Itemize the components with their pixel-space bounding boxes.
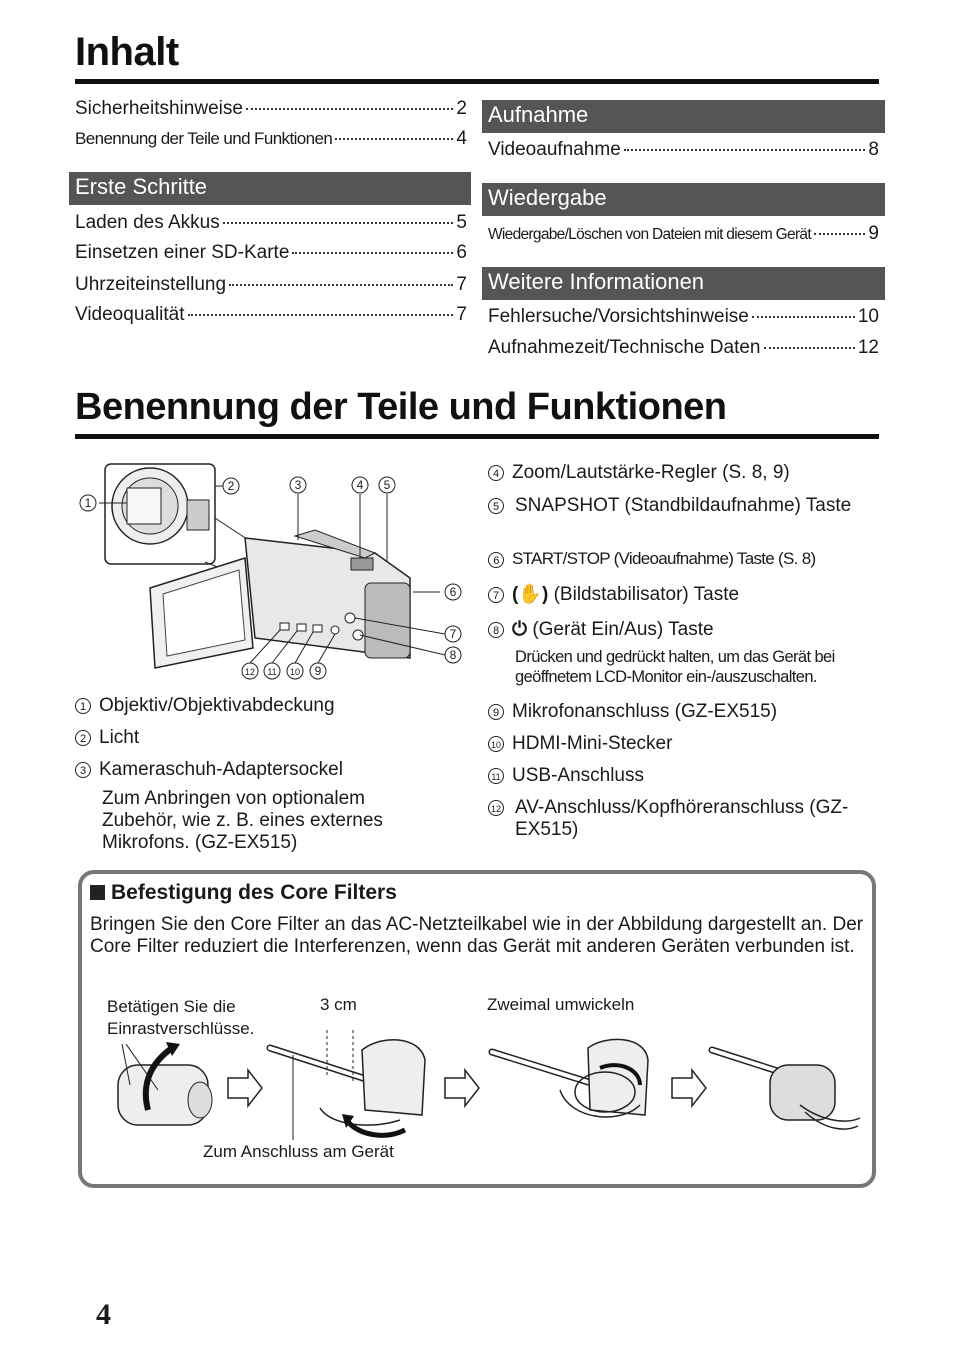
caption-latches: Betätigen Sie die Einrastverschlüsse.: [107, 997, 255, 1038]
part-item-12: 12 AV-Anschluss/Kopfhöreranschluss (GZ-EX515): [488, 797, 858, 841]
caption-connect: Zum Anschluss am Gerät: [203, 1142, 394, 1161]
toc-item[interactable]: Wiedergabe/Löschen von Dateien mit diesem Gerät 9: [488, 223, 879, 244]
core-filter-wrapped: [492, 1039, 648, 1117]
camcorder-illustration: [75, 458, 470, 683]
svg-text:6: 6: [449, 585, 457, 599]
svg-text:3: 3: [294, 478, 302, 492]
part-note: Zum Anbringen von optionalem Zubehör, wie z. B. eines externes Mikrofons. (GZ-EX515): [102, 788, 383, 853]
toc-item[interactable]: Einsetzen einer SD-Karte 6: [75, 242, 467, 263]
svg-text:10: 10: [289, 667, 301, 677]
svg-text:12: 12: [244, 667, 256, 677]
arrow-right-icon: [228, 1070, 262, 1106]
toc-item[interactable]: Videoqualität 7: [75, 304, 467, 325]
section-header-aufnahme: Aufnahme: [482, 100, 885, 133]
section-header-erste-schritte: Erste Schritte: [69, 172, 471, 205]
toc-item[interactable]: Aufnahmezeit/Technische Daten 12: [488, 337, 879, 358]
part-item-11: 11 USB-Anschluss: [488, 765, 644, 787]
svg-text:9: 9: [314, 664, 322, 678]
toc-item[interactable]: Fehlersuche/Vorsichtshinweise 10: [488, 306, 879, 327]
arrow-right-icon: [445, 1070, 479, 1106]
core-filter-closed: [118, 1042, 212, 1125]
square-bullet-icon: [90, 885, 105, 900]
svg-text:1: 1: [84, 496, 92, 510]
section-header-weitere-informationen: Weitere Informationen: [482, 267, 885, 300]
core-filter-attached: [712, 1050, 860, 1129]
svg-text:4: 4: [356, 478, 364, 492]
toc-title: Inhalt: [75, 30, 179, 74]
toc-item[interactable]: Sicherheitshinweise 2: [75, 98, 467, 119]
part-item-2: 2 Licht: [75, 727, 139, 749]
parts-title-rule: [75, 434, 879, 439]
core-filter-text: Bringen Sie den Core Filter an das AC-Netzteilkabel wie in der Abbildung dargestellt an. Der Core Filter reduziert die Interferenzen, wenn das Gerät mit anderen Geräten verbunden ist.: [90, 914, 864, 957]
part-item-5: 5 SNAPSHOT (Standbildaufnahme) Taste: [488, 495, 858, 517]
part-item-9: 9 Mikrofonanschluss (GZ-EX515): [488, 701, 777, 723]
svg-text:2: 2: [227, 479, 235, 493]
part-item-6: 6 START/STOP (Videoaufnahme) Taste (S. 8): [488, 548, 815, 570]
part-item-10: 10 HDMI-Mini-Stecker: [488, 733, 672, 755]
part-note: Drücken und gedrückt halten, um das Gerät bei geöffnetem LCD-Monitor ein-/auszuschalten.: [515, 648, 835, 686]
page-number: 4: [96, 1298, 111, 1331]
part-item-7: 7 (✋) (Bildstabilisator) Taste: [488, 584, 739, 606]
toc-item[interactable]: Benennung der Teile und Funktionen 4: [75, 128, 467, 149]
toc-item[interactable]: Uhrzeiteinstellung 7: [75, 274, 467, 295]
stabilizer-icon: (✋): [512, 584, 549, 605]
section-header-wiedergabe: Wiedergabe: [482, 183, 885, 216]
svg-text:11: 11: [267, 667, 277, 677]
toc-title-rule: [75, 79, 879, 84]
caption-wrap: Zweimal umwickeln: [487, 995, 635, 1014]
core-filter-open: [270, 1030, 425, 1140]
part-item-4: 4 Zoom/Lautstärke-Regler (S. 8, 9): [488, 462, 790, 484]
svg-text:8: 8: [449, 648, 457, 662]
svg-text:5: 5: [383, 478, 391, 492]
core-filter-illustration: [100, 1030, 870, 1145]
arrow-right-icon: [672, 1070, 706, 1106]
toc-item[interactable]: Laden des Akkus 5: [75, 212, 467, 233]
power-icon: ⏻: [512, 619, 528, 640]
core-filter-title: Befestigung des Core Filters: [90, 881, 397, 905]
part-item-1: 1 Objektiv/Objektivabdeckung: [75, 695, 335, 717]
svg-text:7: 7: [449, 627, 457, 641]
caption-distance: 3 cm: [320, 995, 357, 1014]
parts-title: Benennung der Teile und Funktionen: [75, 386, 727, 428]
part-item-3: 3 Kameraschuh-Adaptersockel Zum Anbringen von optionalem Zubehör, wie z. B. eines externes Mikrofons. (GZ-EX515): [75, 759, 465, 854]
toc-item[interactable]: Videoaufnahme 8: [488, 139, 879, 160]
part-item-8: 8 ⏻ (Gerät Ein/Aus) Taste Drücken und gedrückt halten, um das Gerät bei geöffnetem LCD-Monitor ein-/auszuschalten.: [488, 619, 873, 687]
